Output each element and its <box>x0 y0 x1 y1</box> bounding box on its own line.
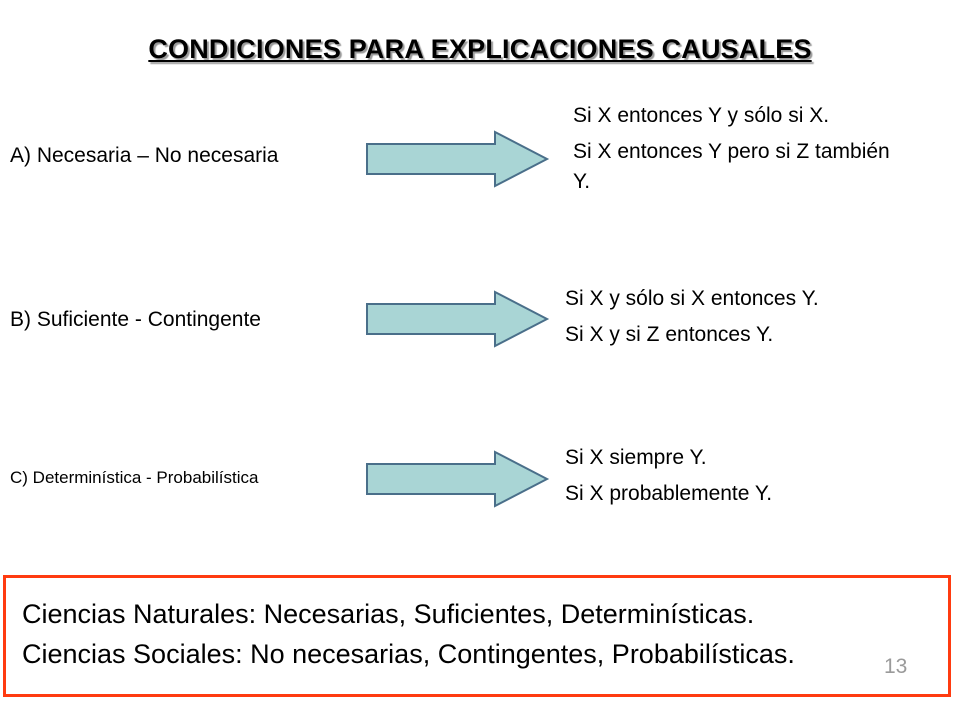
condition-a-line-1: Si X entonces Y y sólo si X. <box>573 104 830 127</box>
condition-c-statements <box>565 443 945 515</box>
summary-natural-sciences: Ciencias Naturales: Necesarias, Suficientes, Determinísticas. <box>22 599 755 629</box>
arrow-right-icon <box>365 130 550 188</box>
condition-c-label: C) Determinística - Probabilística <box>10 468 259 487</box>
condition-a-label: A) Necesaria – No necesaria <box>10 144 279 167</box>
condition-b-statements <box>565 284 945 356</box>
arrow-right-icon <box>365 290 550 348</box>
condition-c-line-1: Si X siempre Y. <box>565 446 707 469</box>
condition-b-line-1: Si X y sólo si X entonces Y. <box>565 287 819 310</box>
slide-title: CONDICIONES PARA EXPLICACIONES CAUSALES <box>148 34 812 64</box>
summary-box <box>3 575 951 697</box>
condition-b-line-2: Si X y si Z entonces Y. <box>565 323 774 346</box>
condition-a-line-2: Si X entonces Y pero si Z también Y. <box>573 140 890 193</box>
condition-c-line-2: Si X probablemente Y. <box>565 482 773 505</box>
condition-a-statements <box>573 101 903 203</box>
arrow-right-icon <box>365 450 550 508</box>
summary-social-sciences: Ciencias Sociales: No necesarias, Contingentes, Probabilísticas. <box>22 639 795 669</box>
page-number: 13 <box>884 655 908 678</box>
condition-b-label: B) Suficiente - Contingente <box>10 308 261 331</box>
